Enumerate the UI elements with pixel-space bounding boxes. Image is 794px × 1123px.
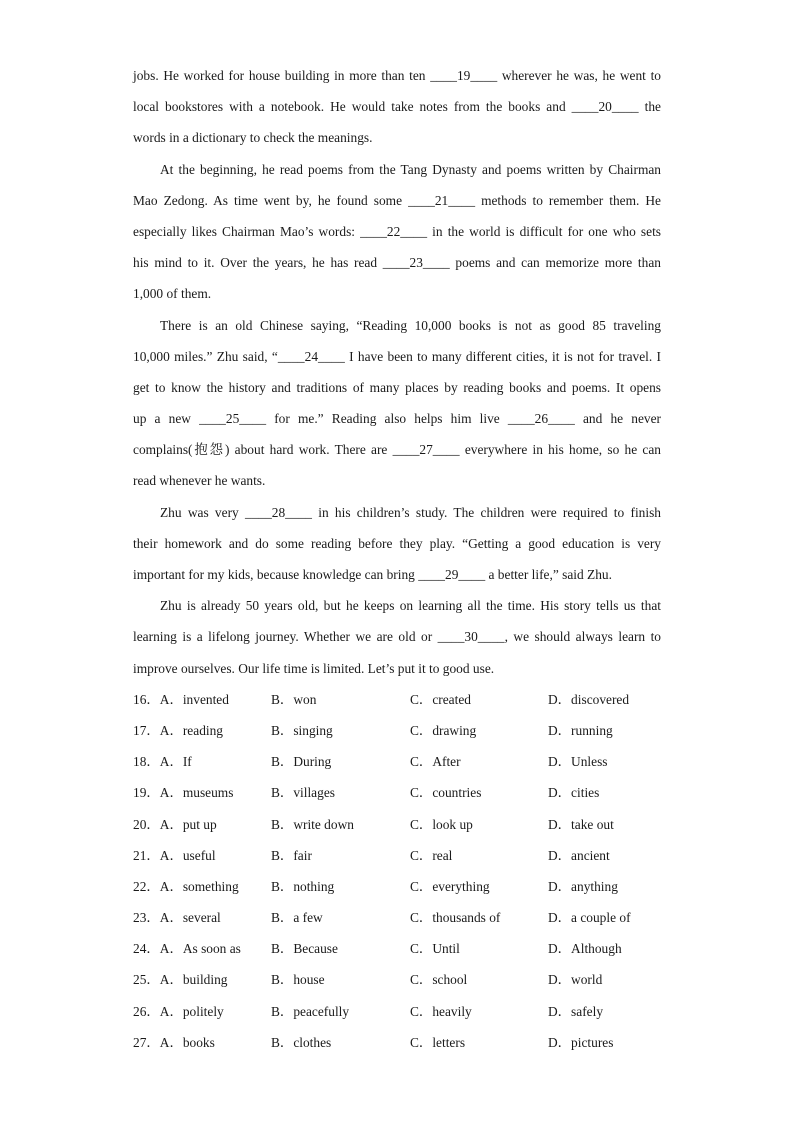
option-b: B．won [271, 691, 317, 707]
exam-page [133, 60, 661, 1058]
option-b: B．During [271, 754, 332, 770]
passage-line: local bookstores with a notebook. He would take notes from the books and ____20____ the [133, 99, 661, 115]
option-d: D．world [548, 972, 603, 988]
option-d: D．pictures [548, 1034, 614, 1050]
option-d: D．Unless [548, 754, 608, 770]
option-c: C．countries [410, 785, 482, 801]
option-a: 24．A．As soon as [133, 941, 241, 957]
option-d: D．Although [548, 941, 622, 957]
question-row [133, 809, 661, 840]
option-c: C．thousands of [410, 910, 501, 926]
passage-line: important for my kids, because knowledge can bring ____29____ a better life,” said Zhu. [133, 567, 612, 582]
passage-line: especially likes Chairman Mao’s words: ____22____ in the world is difficult for one who sets [133, 223, 661, 239]
passage-line: 10,000 miles.” Zhu said, “____24____ I have been to many different cities, it is not for travel. I [133, 348, 661, 364]
option-b: B．a few [271, 910, 323, 926]
passage-line: learning is a lifelong journey. Whether we are old or ____30____, we should always learn to [133, 629, 661, 645]
passage-line: Zhu is already 50 years old, but he keeps on learning all the time. His story tells us that [160, 598, 661, 614]
option-b: B．villages [271, 785, 335, 801]
passage-line: Mao Zedong. As time went by, he found some ____21____ methods to remember them. He [133, 192, 661, 208]
question-row [133, 1027, 661, 1058]
answer-options [133, 684, 661, 1058]
option-a: 22．A．something [133, 878, 239, 894]
option-a: 25．A．building [133, 972, 228, 988]
option-c: C．After [410, 754, 461, 770]
option-d: D．running [548, 722, 613, 738]
question-row [133, 933, 661, 964]
option-a: 27．A．books [133, 1034, 215, 1050]
option-c: C．heavily [410, 1003, 472, 1019]
option-d: D．a couple of [548, 910, 631, 926]
option-c: C．everything [410, 878, 490, 894]
passage [133, 60, 661, 684]
question-row [133, 746, 661, 777]
question-row [133, 715, 661, 746]
passage-line: read whenever he wants. [133, 473, 266, 489]
passage-line: complains(抱怨) about hard work. There are ____27____ everywhere in his home, so he can [133, 442, 661, 458]
option-c: C．school [410, 972, 468, 988]
option-d: D．safely [548, 1003, 604, 1019]
option-a: 23．A．several [133, 910, 221, 926]
passage-line: his mind to it. Over the years, he has read ____23____ poems and can memorize more than [133, 255, 661, 271]
question-row [133, 996, 661, 1027]
question-row [133, 777, 661, 808]
option-d: D．ancient [548, 847, 610, 863]
question-row [133, 902, 661, 933]
passage-line: improve ourselves. Our life time is limited. Let’s put it to good use. [133, 660, 495, 676]
passage-line: up a new ____25____ for me.” Reading also helps him live ____26____ and he never [133, 411, 661, 427]
option-a: 26．A．politely [133, 1003, 224, 1019]
option-b: B．Because [271, 941, 338, 957]
option-a: 18．A．If [133, 754, 192, 770]
option-c: C．letters [410, 1034, 466, 1050]
passage-line: Zhu was very ____28____ in his children’s study. The children were required to finish [160, 504, 661, 520]
option-b: B．house [271, 972, 325, 988]
option-a: 19．A．museums [133, 785, 234, 801]
option-c: C．look up [410, 816, 473, 832]
question-row [133, 871, 661, 902]
option-d: D．discovered [548, 691, 630, 707]
option-d: D．take out [548, 816, 614, 832]
option-a: 16．A．invented [133, 691, 229, 707]
passage-line: get to know the history and traditions of many places by reading books and poems. It opens [133, 379, 661, 395]
question-row [133, 964, 661, 995]
question-row [133, 840, 661, 871]
option-a: 20．A．put up [133, 816, 217, 832]
question-row [133, 684, 661, 715]
option-c: C．created [410, 691, 471, 707]
option-b: B．write down [271, 816, 354, 832]
option-c: C．drawing [410, 722, 477, 738]
option-b: B．clothes [271, 1034, 332, 1050]
option-a: 17．A．reading [133, 722, 223, 738]
option-b: B．nothing [271, 878, 335, 894]
option-c: C．real [410, 847, 453, 863]
option-b: B．fair [271, 847, 312, 863]
option-d: D．cities [548, 785, 600, 801]
passage-line: At the beginning, he read poems from the Tang Dynasty and poems written by Chairman [160, 161, 661, 177]
option-c: C．Until [410, 941, 460, 957]
option-d: D．anything [548, 878, 618, 894]
passage-line: There is an old Chinese saying, “Reading 10,000 books is not as good 85 traveling [160, 317, 661, 333]
passage-line: jobs. He worked for house building in more than ten ____19____ wherever he was, he went to [133, 68, 661, 83]
passage-line: words in a dictionary to check the meanings. [133, 130, 373, 146]
passage-line: 1,000 of them. [133, 286, 212, 302]
option-b: B．peacefully [271, 1003, 350, 1019]
option-a: 21．A．useful [133, 847, 216, 863]
passage-line: their homework and do some reading before they play. “Getting a good education is very [133, 535, 661, 551]
option-b: B．singing [271, 722, 333, 738]
